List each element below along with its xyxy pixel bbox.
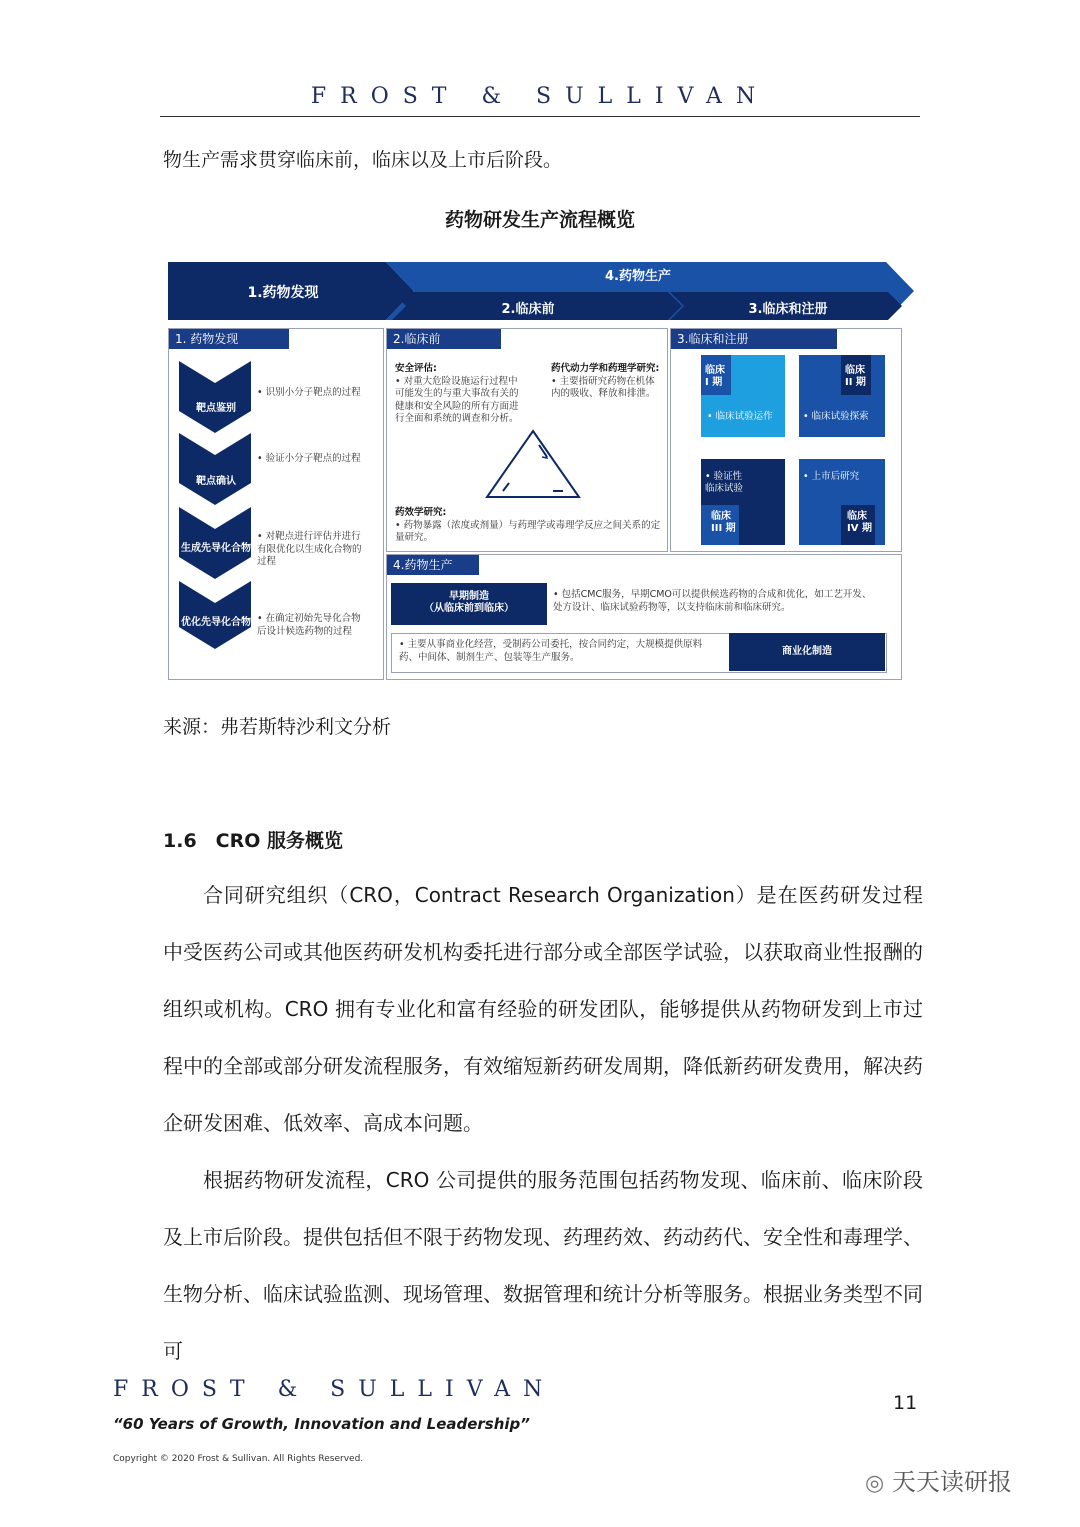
clinical-panel xyxy=(670,328,902,552)
discovery-tab: 1. 药物发现 xyxy=(169,329,289,349)
banner-preclinical: 2.临床前 xyxy=(501,302,555,317)
commercial-label: 商业化制造 xyxy=(782,646,832,657)
phase2-desc: • 临床试验探索 xyxy=(803,411,869,422)
section-title: 1.6 CRO 服务概览 xyxy=(163,830,343,852)
step-label: 优化先导化合物 xyxy=(181,617,251,628)
footer-slogan: “60 Years of Growth, Innovation and Leadership” xyxy=(113,1415,530,1433)
step-label: 生成先导化合物 xyxy=(181,543,251,554)
early-manufacturing-label: 早期制造 （从临床前到临床） xyxy=(424,591,514,614)
watermark xyxy=(865,1462,1012,1497)
wechat-icon: ◎ xyxy=(865,1471,885,1496)
figure-title: 药物研发生产流程概览 xyxy=(444,209,635,231)
preclinical-panel xyxy=(386,328,668,552)
production-panel xyxy=(386,554,902,680)
banner-clinical: 3.临床和注册 xyxy=(748,302,828,317)
phase3-label: 临床 III 期 xyxy=(711,511,736,534)
header-logo: FROST & SULLIVAN xyxy=(310,84,770,109)
safety-block: 安全评估: • 对重大危险设施运行过程中可能发生的与重大事故有关的健康和安全风险的所有方面进行全面和系统的调查和分析。 xyxy=(395,363,519,424)
phase1-label: 临床 I 期 xyxy=(705,365,725,388)
intro-line: 物生产需求贯穿临床前，临床以及上市后阶段。 xyxy=(163,149,563,171)
body-paragraphs xyxy=(163,867,923,1380)
phase4-desc: • 上市后研究 xyxy=(803,471,860,482)
phase3-desc: • 验证性 临床试验 xyxy=(705,471,744,494)
page-number: 11 xyxy=(893,1392,918,1414)
header-rule xyxy=(160,116,920,117)
pd-block: 药效学研究: • 药物暴露（浓度或剂量）与药理学或毒理学反应之间关系的定量研究。 xyxy=(395,507,661,543)
cycle-triangle-icon xyxy=(483,427,583,503)
phase2-label: 临床 II 期 xyxy=(845,365,866,388)
production-tab: 4.药物生产 xyxy=(387,555,479,575)
footer-logo: FROST & SULLIVAN xyxy=(113,1377,556,1402)
early-manufacturing-desc: • 包括CMC服务，早期CMO可以提供候选药物的合成和优化，如工艺开发、处方设计、临床试验药物等，以支持临床前和临床研究。 xyxy=(553,589,872,613)
phase4-label: 临床 IV 期 xyxy=(847,511,872,534)
banner-production: 4.药物生产 xyxy=(605,269,671,284)
step-desc: • 对靶点进行评估并进行有限优化以生成化合物的过程 xyxy=(257,531,362,567)
phase1-desc: • 临床试验运作 xyxy=(707,411,773,422)
step-desc: • 识别小分子靶点的过程 xyxy=(257,387,361,398)
watermark-text: 天天读研报 xyxy=(891,1468,1012,1496)
source-note: 来源：弗若斯特沙利文分析 xyxy=(163,716,392,738)
commercial-desc: • 主要从事商业化经营，受制药公司委托，按合同约定，大规模提供原料药、中间体、制剂生产、包装等生产服务。 xyxy=(399,639,703,663)
process-figure xyxy=(168,262,916,682)
discovery-panel xyxy=(168,328,384,680)
footer-copyright: Copyright © 2020 Frost & Sullivan. All Rights Reserved. xyxy=(113,1454,364,1464)
step-desc: • 在确定初始先导化合物后设计候选药物的过程 xyxy=(257,613,361,637)
paragraph: 合同研究组织（CRO，Contract Research Organization）是在医药研发过程中受医药公司或其他医药研发机构委托进行部分或全部医学试验，以获取商业性报酬的组织或机构。CRO 拥有专业化和富有经验的研发团队，能够提供从药物研发到上市过程中的全部或部分研发流程服务，有效缩短新药研发周期，降低新药研发费用，解决药企研发困难、低效率、高成本问题。 xyxy=(163,883,923,1135)
paragraph: 根据药物研发流程，CRO 公司提供的服务范围包括药物发现、临床前、临床阶段及上市后阶段。提供包括但不限于药物发现、药理药效、药动药代、安全性和毒理学、生物分析、临床试验监测、现场管理、数据管理和统计分析等服务。根据业务类型不同可 xyxy=(163,1168,923,1363)
banner-discovery: 1.药物发现 xyxy=(247,285,319,301)
pk-block: 药代动力学和药理学研究: • 主要指研究药物在机体内的吸收、释放和排泄。 xyxy=(551,363,660,399)
step-label: 靶点鉴别 xyxy=(196,403,236,414)
step-label: 靶点确认 xyxy=(196,476,236,487)
step-desc: • 验证小分子靶点的过程 xyxy=(257,453,361,464)
clinical-tab: 3.临床和注册 xyxy=(671,329,837,349)
preclinical-tab: 2.临床前 xyxy=(387,329,501,349)
